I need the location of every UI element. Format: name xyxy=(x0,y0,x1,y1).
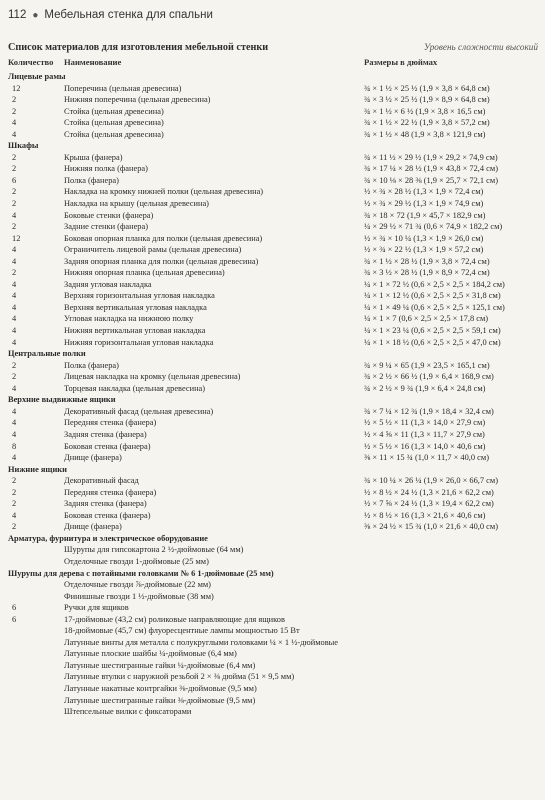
name-cell: Стойка (цельная древесина) xyxy=(64,106,164,116)
name-cell: Поперечина (цельная древесина) xyxy=(64,83,182,93)
name-cell: Торцевая накладка (цельная древесина) xyxy=(64,383,206,393)
qty-cell: 4 xyxy=(12,326,17,336)
name-cell: Задняя опорная планка для полки (цельная древесина) xyxy=(64,256,259,266)
table-row xyxy=(8,221,540,233)
qty-cell: 2 xyxy=(12,360,17,370)
size-cell: ¾ × 10 ¼ × 26 ¼ (1,9 × 26,0 × 66,7 см) xyxy=(364,476,498,486)
name-cell: Боковая опорная планка для полки (цельная древесина) xyxy=(64,233,263,243)
list-item xyxy=(8,579,540,591)
qty-cell: 2 xyxy=(12,487,17,497)
table-row xyxy=(8,279,540,291)
name-cell: Шурупы для гипсокартона 2 ½-дюймовые (64 мм) xyxy=(64,545,244,555)
list-item xyxy=(8,556,540,568)
qty-cell: 2 xyxy=(12,499,17,509)
name-cell: Задняя угловая накладка xyxy=(64,279,152,289)
list-item xyxy=(8,706,540,718)
name-cell: Днище (фанера) xyxy=(64,453,122,463)
table-row xyxy=(8,175,540,187)
list-item xyxy=(8,591,540,603)
size-cell: ¼ × 29 ½ × 71 ¾ (0,6 × 74,9 × 182,2 см) xyxy=(364,222,503,232)
size-cell: ½ × ¾ × 22 ½ (1,3 × 1,9 × 57,2 см) xyxy=(364,245,484,255)
name-cell: Боковая стенка (фанера) xyxy=(64,441,151,451)
size-cell: ½ × 8 ½ × 16 (1,3 × 21,6 × 40,6 см) xyxy=(364,510,486,520)
qty-cell: 4 xyxy=(12,279,17,289)
name-cell: Ограничитель лицевой рамы (цельная древесина) xyxy=(64,245,242,255)
name-cell: Днище (фанера) xyxy=(64,522,122,532)
table-row xyxy=(8,371,540,383)
qty-cell: 2 xyxy=(12,187,17,197)
page-number: 112 xyxy=(8,9,27,21)
list-item xyxy=(8,695,540,707)
size-cell: ¾ × 2 ½ × 66 ½ (1,9 × 6,4 × 168,9 см) xyxy=(364,372,494,382)
section-heading xyxy=(8,140,540,152)
bullet-icon: ● xyxy=(32,9,39,21)
table-row xyxy=(8,325,540,337)
size-cell: ½ × 8 ½ × 24 ½ (1,3 × 21,6 × 62,2 см) xyxy=(364,487,494,497)
table-row xyxy=(8,186,540,198)
difficulty-level: Уровень сложности высокий xyxy=(423,42,538,52)
table-row xyxy=(8,152,540,164)
name-cell: Нижняя горизонтальная угловая накладка xyxy=(64,337,214,347)
size-cell: ½ × 7 ⅝ × 24 ½ (1,3 × 19,4 × 62,2 см) xyxy=(364,499,494,509)
qty-cell: 2 xyxy=(12,199,17,209)
col-size-header: Размеры в дюймах xyxy=(364,57,438,67)
table-row xyxy=(8,487,540,499)
name-cell: Шурупы для дерева с потайными головками № 6 1-дюймовые (25 мм) xyxy=(8,568,274,578)
name-cell: Боковая стенка (фанера) xyxy=(64,510,151,520)
col-qty-header: Количество xyxy=(8,57,54,67)
qty-cell: 2 xyxy=(12,268,17,278)
list-item xyxy=(8,648,540,660)
qty-cell: 6 xyxy=(12,603,17,613)
table-row xyxy=(8,117,540,129)
table-row xyxy=(8,337,540,349)
name-cell: Отделочные гвозди 1-дюймовые (25 мм) xyxy=(64,556,209,566)
table-row xyxy=(8,290,540,302)
name-cell: Верхние выдвижные ящики xyxy=(8,395,116,405)
section-heading xyxy=(8,71,540,83)
size-cell: ½ × 5 ½ × 11 (1,3 × 14,0 × 27,9 см) xyxy=(364,418,486,428)
qty-cell: 2 xyxy=(12,476,17,486)
name-cell: Шкафы xyxy=(8,141,39,151)
size-cell: ¼ × 1 × 72 ½ (0,6 × 2,5 × 2,5 × 184,2 см) xyxy=(364,279,505,289)
qty-cell: 2 xyxy=(12,372,17,382)
qty-cell: 4 xyxy=(12,302,17,312)
section-heading xyxy=(8,348,540,360)
page-header xyxy=(8,5,538,25)
materials-list xyxy=(8,71,540,718)
section-heading xyxy=(8,568,540,580)
table-row xyxy=(8,475,540,487)
qty-cell: 4 xyxy=(12,245,17,255)
qty-cell: 2 xyxy=(12,522,17,532)
qty-cell: 4 xyxy=(12,291,17,301)
table-row xyxy=(8,129,540,141)
section-heading xyxy=(8,394,540,406)
name-cell: Стойка (цельная древесина) xyxy=(64,118,164,128)
name-cell: Верхняя горизонтальная угловая накладка xyxy=(64,291,215,301)
name-cell: Латунные шестигранные гайки ⅜-дюймовые (9,5 мм) xyxy=(64,695,256,705)
table-row xyxy=(8,256,540,268)
qty-cell: 4 xyxy=(12,418,17,428)
name-cell: Нижняя опорная планка (цельная древесина) xyxy=(64,268,225,278)
book-title: Мебельная стенка для спальни xyxy=(44,9,213,21)
size-cell: ¼ × 1 × 12 ½ (0,6 × 2,5 × 2,5 × 31,8 см) xyxy=(364,291,501,301)
name-cell: Задняя стенка (фанера) xyxy=(64,499,147,509)
qty-cell: 6 xyxy=(12,175,17,185)
size-cell: ¾ × 3 ½ × 25 ½ (1,9 × 8,9 × 64,8 см) xyxy=(364,95,490,105)
size-cell: ¼ × 1 × 49 ¼ (0,6 × 2,5 × 2,5 × 125,1 см) xyxy=(364,302,505,312)
size-cell: ¾ × 7 ¼ × 12 ¾ (1,9 × 18,4 × 32,4 см) xyxy=(364,406,494,416)
table-row xyxy=(8,94,540,106)
name-cell: Латунные шестигранные гайки ¼-дюймовые (6,4 мм) xyxy=(64,660,256,670)
name-cell: Декоративный фасад xyxy=(64,476,139,486)
table-row xyxy=(8,360,540,372)
table-row xyxy=(8,406,540,418)
size-cell: ¾ × 17 ¼ × 28 ½ (1,9 × 43,8 × 72,4 см) xyxy=(364,164,498,174)
name-cell: Накладка на крышу (цельная древесина) xyxy=(64,199,209,209)
qty-cell: 4 xyxy=(12,314,17,324)
name-cell: Ручки для ящиков xyxy=(64,603,129,613)
qty-cell: 2 xyxy=(12,106,17,116)
name-cell: Нижняя полка (фанера) xyxy=(64,164,148,174)
name-cell: Центральные полки xyxy=(8,349,86,359)
list-title: Список материалов для изготовления мебельной стенки xyxy=(8,42,269,53)
table-row xyxy=(8,614,540,626)
qty-cell: 4 xyxy=(12,429,17,439)
name-cell: Нижняя поперечина (цельная древесина) xyxy=(64,95,211,105)
name-cell: Нижняя вертикальная угловая накладка xyxy=(64,326,206,336)
list-item xyxy=(8,625,540,637)
qty-cell: 4 xyxy=(12,510,17,520)
list-item xyxy=(8,683,540,695)
qty-cell: 4 xyxy=(12,406,17,416)
list-item xyxy=(8,637,540,649)
qty-cell: 6 xyxy=(12,614,17,624)
qty-cell: 2 xyxy=(12,95,17,105)
table-row xyxy=(8,417,540,429)
size-cell: ¾ × 1 ½ × 48 (1,9 × 3,8 × 121,9 см) xyxy=(364,129,486,139)
qty-cell: 4 xyxy=(12,383,17,393)
size-cell: ¼ × 1 × 18 ½ (0,6 × 2,5 × 2,5 × 47,0 см) xyxy=(364,337,501,347)
qty-cell: 2 xyxy=(12,222,17,232)
table-row xyxy=(8,198,540,210)
size-cell: ¼ × 1 × 7 (0,6 × 2,5 × 2,5 × 17,8 см) xyxy=(364,314,489,324)
name-cell: Латунные накатные контргайки ⅜-дюймовые (9,5 мм) xyxy=(64,683,257,693)
size-cell: ½ × ¾ × 28 ½ (1,3 × 1,9 × 72,4 см) xyxy=(364,187,484,197)
name-cell: Финишные гвозди 1 ½-дюймовые (38 мм) xyxy=(64,591,214,601)
name-cell: Латунные винты для металла с полукруглыми головками ¼ × 1 ½-дюймовые xyxy=(64,637,338,647)
name-cell: Полка (фанера) xyxy=(64,175,119,185)
name-cell: Задние стенки (фанера) xyxy=(64,222,148,232)
name-cell: Передняя стенка (фанера) xyxy=(64,418,157,428)
size-cell: ¾ × 18 × 72 (1,9 × 45,7 × 182,9 см) xyxy=(364,210,486,220)
name-cell: Штепсельные вилки с фиксаторами xyxy=(64,707,192,717)
name-cell: 18-дюймовые (45,7 см) флуоресцентные лампы мощностью 15 Вт xyxy=(64,626,300,636)
name-cell: Стойка (цельная древесина) xyxy=(64,129,164,139)
name-cell: Декоративный фасад (цельная древесина) xyxy=(64,406,214,416)
size-cell: ¾ × 1 ½ × 6 ½ (1,9 × 3,8 × 16,5 см) xyxy=(364,106,486,116)
name-cell: Арматура, фурнитура и электрическое оборудование xyxy=(8,533,208,543)
qty-cell: 4 xyxy=(12,256,17,266)
qty-cell: 4 xyxy=(12,337,17,347)
size-cell: ¾ × 2 ½ × 9 ¾ (1,9 × 6,4 × 24,8 см) xyxy=(364,383,486,393)
table-row xyxy=(8,383,540,395)
table-row xyxy=(8,302,540,314)
name-cell: Полка (фанера) xyxy=(64,360,119,370)
table-row xyxy=(8,83,540,95)
name-cell: Задняя стенка (фанера) xyxy=(64,429,147,439)
name-cell: 17-дюймовые (43,2 см) роликовые направляющие для ящиков xyxy=(64,614,285,624)
size-cell: ½ × 4 ⅝ × 11 (1,3 × 11,7 × 27,9 см) xyxy=(364,429,485,439)
name-cell: Боковые стенки (фанера) xyxy=(64,210,154,220)
size-cell: ⅜ × 24 ½ × 15 ¾ (1,0 × 21,6 × 40,0 см) xyxy=(364,522,498,532)
qty-cell: 2 xyxy=(12,164,17,174)
name-cell: Угловая накладка на нижнюю полку xyxy=(64,314,194,324)
qty-cell: 4 xyxy=(12,129,17,139)
size-cell: ½ × ¾ × 10 ¼ (1,3 × 1,9 × 26,0 см) xyxy=(364,233,484,243)
size-cell: ¾ × 1 ½ × 25 ½ (1,9 × 3,8 × 64,8 см) xyxy=(364,83,490,93)
size-cell: ¼ × 1 × 23 ¼ (0,6 × 2,5 × 2,5 × 59,1 см) xyxy=(364,326,501,336)
name-cell: Крыша (фанера) xyxy=(64,152,123,162)
table-row xyxy=(8,163,540,175)
table-row xyxy=(8,452,540,464)
table-row xyxy=(8,510,540,522)
table-row xyxy=(8,429,540,441)
name-cell: Латунные втулки с наружной резьбой 2 × ⅜ дюйма (51 × 9,5 мм) xyxy=(64,672,295,682)
table-row xyxy=(8,441,540,453)
list-item xyxy=(8,544,540,556)
size-cell: ¾ × 1 ½ × 22 ½ (1,9 × 3,8 × 57,2 см) xyxy=(364,118,490,128)
size-cell: ¾ × 11 ½ × 29 ½ (1,9 × 29,2 × 74,9 см) xyxy=(364,152,498,162)
name-cell: Отделочные гвозди ⅞-дюймовые (22 мм) xyxy=(64,580,211,590)
list-item xyxy=(8,671,540,683)
table-row xyxy=(8,210,540,222)
qty-cell: 12 xyxy=(12,233,21,243)
table-row xyxy=(8,602,540,614)
section-heading xyxy=(8,464,540,476)
qty-cell: 4 xyxy=(12,210,17,220)
qty-cell: 2 xyxy=(12,152,17,162)
column-headers xyxy=(8,57,538,69)
qty-cell: 4 xyxy=(12,453,17,463)
name-cell: Накладка на кромку нижней полки (цельная древесина) xyxy=(64,187,264,197)
qty-cell: 8 xyxy=(12,441,17,451)
table-row xyxy=(8,244,540,256)
name-cell: Нижние ящики xyxy=(8,464,67,474)
table-row xyxy=(8,313,540,325)
qty-cell: 4 xyxy=(12,118,17,128)
name-cell: Верхняя вертикальная угловая накладка xyxy=(64,302,207,312)
size-cell: ¾ × 1 ½ × 28 ½ (1,9 × 3,8 × 72,4 см) xyxy=(364,256,490,266)
col-name-header: Наименование xyxy=(64,57,122,67)
table-row xyxy=(8,233,540,245)
name-cell: Передняя стенка (фанера) xyxy=(64,487,157,497)
size-cell: ½ × ¾ × 29 ½ (1,3 × 1,9 × 74,9 см) xyxy=(364,199,484,209)
table-row xyxy=(8,498,540,510)
section-heading xyxy=(8,533,540,545)
table-row xyxy=(8,106,540,118)
table-row xyxy=(8,267,540,279)
list-item xyxy=(8,660,540,672)
table-row xyxy=(8,521,540,533)
qty-cell: 12 xyxy=(12,83,21,93)
name-cell: Латунные плоские шайбы ¼-дюймовые (6,4 мм) xyxy=(64,649,237,659)
size-cell: ⅜ × 11 × 15 ¾ (1,0 × 11,7 × 40,0 см) xyxy=(364,453,489,463)
size-cell: ½ × 5 ½ × 16 (1,3 × 14,0 × 40,6 см) xyxy=(364,441,486,451)
size-cell: ¾ × 3 ½ × 28 ½ (1,9 × 8,9 × 72,4 см) xyxy=(364,268,490,278)
name-cell: Лицевая накладка на кромку (цельная древесина) xyxy=(64,372,241,382)
name-cell: Лицевые рамы xyxy=(8,72,66,81)
size-cell: ¾ × 10 ⅛ × 28 ⅜ (1,9 × 25,7 × 72,1 см) xyxy=(364,175,498,185)
size-cell: ¾ × 9 ¼ × 65 (1,9 × 23,5 × 165,1 см) xyxy=(364,360,490,370)
list-title-row xyxy=(8,42,538,56)
